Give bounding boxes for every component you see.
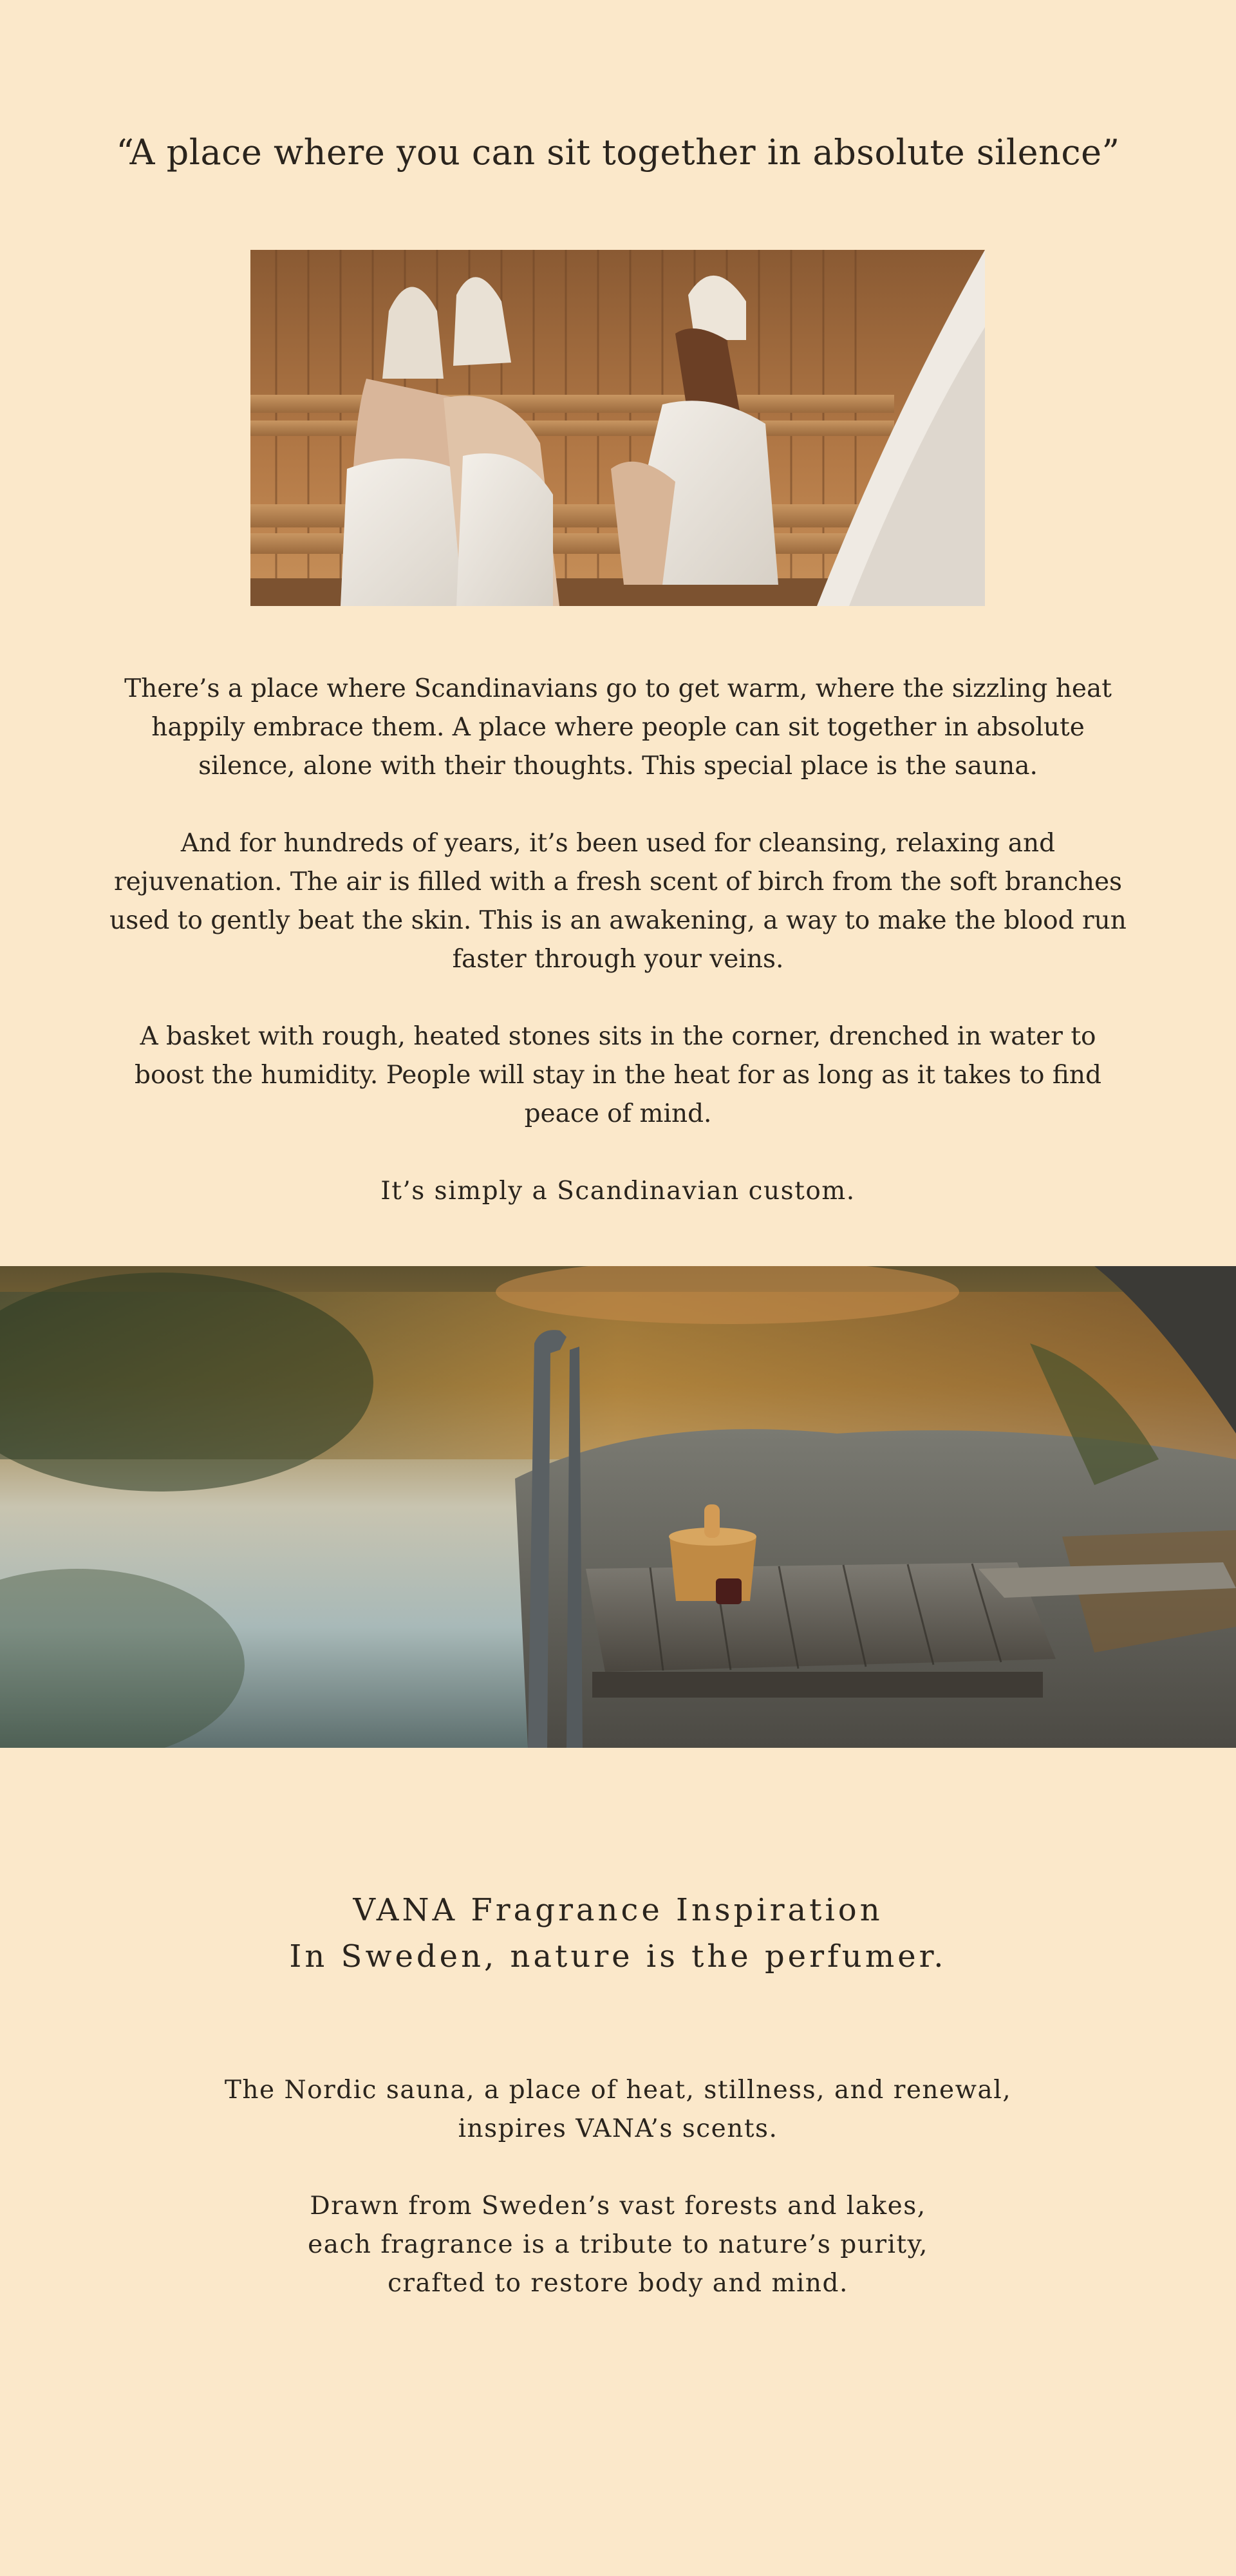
- inspiration-title-line: VANA Fragrance Inspiration: [353, 1892, 883, 1928]
- inspiration-line: inspires VANA’s scents.: [458, 2114, 778, 2143]
- page-quote: “A place where you can sit together in absolute silence”: [116, 132, 1120, 173]
- story-text: [103, 670, 1133, 1249]
- lake-photo: [0, 1266, 1236, 1748]
- story-paragraph: And for hundreds of years, it’s been used for cleansing, relaxing and rejuvenation. The air is filled with a fresh scent of birch from the soft branches used to gently beat the skin. This is an awakening, a way to make the blood run faster through your veins.: [109, 829, 1127, 974]
- inspiration-line: each fragrance is a tribute to nature’s purity,: [308, 2230, 928, 2259]
- inspiration-paragraph: [0, 2187, 1236, 2303]
- story-paragraph: A basket with rough, heated stones sits in the corner, drenched in water to boost the humidity. People will stay in the heat for as long as it takes to find peace of mind.: [135, 1022, 1101, 1128]
- inspiration-subtitle-line: In Sweden, nature is the perfumer.: [289, 1938, 947, 1975]
- story-paragraph: There’s a place where Scandinavians go to get warm, where the sizzling heat happily embrace them. A place where people can sit together in absolute silence, alone with their thoughts. This special place is the sauna.: [124, 674, 1112, 781]
- story-paragraph: It’s simply a Scandinavian custom.: [380, 1177, 856, 1206]
- inspiration-title: [0, 1887, 1236, 1980]
- inspiration-line: crafted to restore body and mind.: [388, 2269, 848, 2298]
- inspiration-heading: [0, 1887, 1236, 1980]
- inspiration-line: Drawn from Sweden’s vast forests and lakes,: [310, 2192, 926, 2221]
- sauna-photo: [250, 250, 985, 606]
- inspiration-line: The Nordic sauna, a place of heat, stillness, and renewal,: [224, 2076, 1012, 2105]
- inspiration-text: [0, 2071, 1236, 2342]
- inspiration-paragraph: [0, 2071, 1236, 2148]
